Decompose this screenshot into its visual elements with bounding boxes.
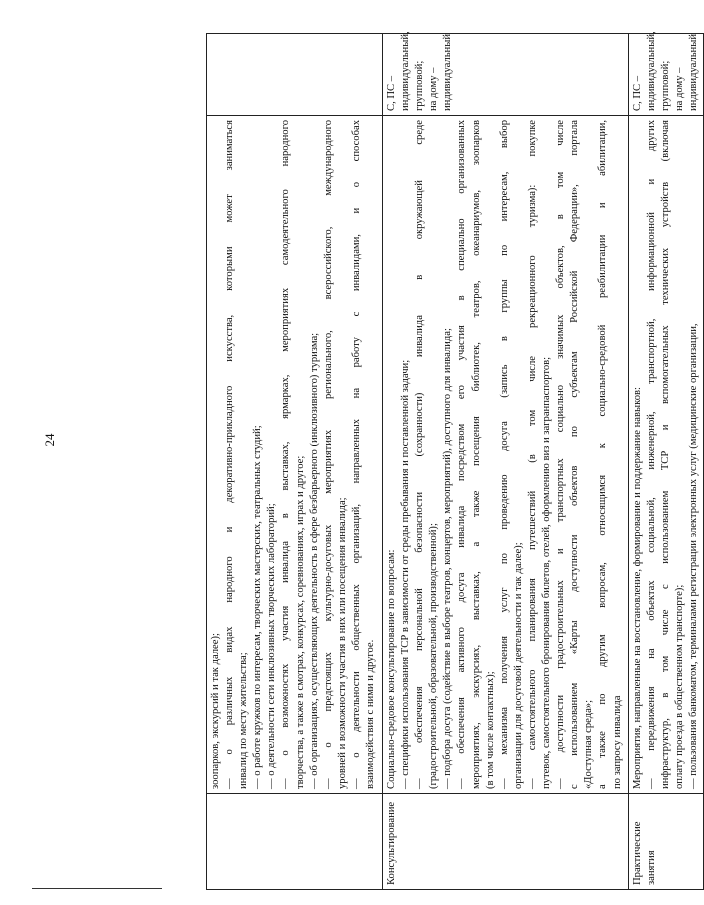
content-line: Социально-средовое консультирование по вопросам: (386, 549, 397, 789)
form-line: на дому – (674, 67, 686, 111)
table-row (207, 34, 383, 890)
table-row (383, 34, 629, 890)
service-content-cell (207, 116, 383, 794)
content-line: мероприятиях, экскурсиях, выставках, а также посещения библиотек, театров, океанариумов, зоопарков (470, 120, 482, 789)
service-form-cell (383, 31, 629, 116)
content-line: — подбора досуга (содействие в выборе театров, концертов, мероприятий), доступного для инвалида; (442, 328, 454, 789)
content-line: — передвижения на объектах социальной, инженерной, транспортной, информационной и других (646, 120, 658, 789)
content-line: — обеспечения активного досуга инвалида посредством его участия в специально организованных (456, 120, 468, 789)
form-line: индивидуальный, (646, 31, 658, 111)
content-line: инфраструктур, в том числе с использованием ТСР и вспомогательных технических устройств (включая (660, 120, 672, 789)
content-line: — о возможностях участия инвалида в выставках, ярмарках, мероприятиях самодеятельного народного (280, 120, 292, 789)
form-line: индивидуальный, (400, 31, 412, 111)
content-line: «Доступная среда»; (583, 699, 595, 789)
form-line: С, ПС – (632, 75, 643, 111)
content-line: оплату проезда в общественном транспорте); (674, 584, 686, 789)
content-line: творчества, а также в смотрах, конкурсах, соревнованиях, играх и другое; (294, 455, 306, 789)
footnote-rule (32, 888, 162, 889)
content-line: — о деятельности сети инклюзивных творческих лабораторий; (266, 503, 278, 789)
form-line: групповой; (660, 60, 672, 111)
content-line: — о предстоящих культурно-досуговых мероприятиях регионального, всероссийского, международного (322, 120, 334, 789)
form-line: групповой; (414, 60, 426, 111)
content-line: — специфики использования ТСР в зависимости от среды пребывания и поставленной задачи; (400, 359, 412, 789)
content-line: по запросу инвалида (611, 695, 623, 789)
content-line: (градостроительной, образовательной, производственной); (428, 523, 440, 789)
content-line: — о работе кружков по интересам, творческих мастерских, театральных студий; (252, 425, 264, 789)
content-line: (в том числе контактных); (484, 671, 496, 789)
content-line: — о различных видах народного и декоративно-прикладного искусства, которыми может заниматься (224, 120, 236, 789)
content-line: путевок, самостоятельного бронирования билетов, отелей, оформлению виз и загранпаспортов; (541, 356, 553, 789)
content-line: взаимодействия с ними и другое. (365, 639, 377, 789)
service-name-cell (383, 794, 629, 890)
rotated-document-area (206, 31, 700, 890)
content-line: инвалид по месту жительства; (238, 652, 250, 789)
service-content-cell (629, 116, 704, 794)
content-line: — механизма получения услуг по проведению досуга (запись в группы по интересам, выбор (498, 120, 510, 789)
table-row (629, 34, 704, 890)
content-line: — самостоятельного планирования путешествий (в том числе рекреационного туризма): покупке (526, 120, 538, 789)
service-name: Практические занятия (632, 821, 658, 885)
service-form-cell (629, 31, 704, 116)
content-line: Мероприятия, направленные на восстановление, формирование и поддержание навыков: (632, 387, 643, 789)
content-line: — о деятельности общественных организаций, направленных на работу с инвалидами, и о способах (350, 120, 362, 789)
service-content-cell (383, 116, 629, 794)
content-line: зоопарков, экскурсий и так далее); (210, 633, 221, 789)
form-line: на дому – (428, 67, 440, 111)
content-line: — пользования банкоматом, терминалами регистрации электронных услуг (медицинские организации, (688, 323, 700, 789)
content-line: уровней и возможности участия в них или посещения инвалида; (336, 497, 348, 789)
page-number: 24 (42, 433, 57, 447)
content-line: — об организациях, осуществляющих деятельность в сфере безбарьерного (инклюзивного) туризма; (308, 332, 320, 789)
content-line: — обеспечения персональной безопасности (сохранности) инвалида в окружающей среде (414, 120, 426, 789)
form-line: индивидуальный (442, 34, 454, 111)
content-line: — доступности градостроительных и транспортных социально значимых объектов, в том числе (555, 120, 567, 789)
form-line: индивидуальный (688, 34, 700, 111)
form-line: С, ПС – (386, 75, 397, 111)
content-line: организации для досуговой деятельности и так далее); (512, 542, 524, 789)
service-form-cell (207, 34, 383, 116)
service-name-cell (207, 794, 383, 890)
content-line: с использованием «Карты доступности объектов по субъектам Российской Федерации», портала (569, 120, 581, 789)
content-line: а также по другим вопросам, относящимся к социально-средовой реабилитации и абилитации, (597, 120, 609, 789)
service-name: Консультирование (386, 801, 397, 885)
service-name-cell (629, 794, 704, 890)
rehabilitation-services-table (206, 33, 704, 890)
